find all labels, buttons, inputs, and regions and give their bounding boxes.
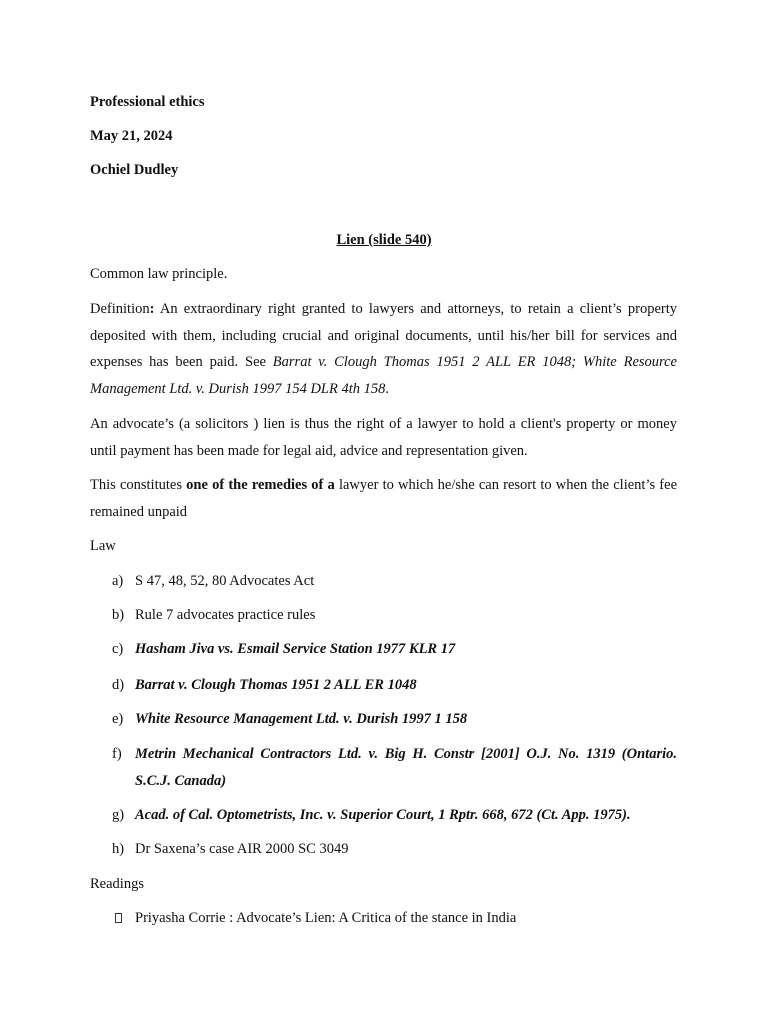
law-item-text: White Resource Management Ltd. v. Durish 1997 1 158 — [135, 711, 468, 727]
definition-citation: Barrat v. Clough Thomas 1951 2 ALL ER 1048; White Resource Management Ltd. v. Durish 1997 154 DLR 4th 158 — [90, 354, 677, 397]
remedy-paragraph — [90, 472, 677, 525]
law-item-marker: f) — [112, 746, 122, 762]
law-item-marker: c) — [112, 641, 124, 657]
law-item-marker: e) — [112, 711, 124, 727]
law-item-text: Barrat v. Clough Thomas 1951 2 ALL ER 1048 — [135, 677, 417, 693]
advocate-lien-paragraph: An advocate’s (a solicitors ) lien is thus the right of a lawyer to hold a client's property or money until payment has been made for legal aid, advice and representation given. — [90, 416, 677, 459]
remedy-after: lawyer to which he/she can resort to when the client’s fee remained unpaid — [90, 477, 678, 520]
law-item-text: Dr Saxena’s case AIR 2000 SC 3049 — [135, 841, 349, 857]
law-item-marker: d) — [112, 677, 125, 693]
law-item-marker: g) — [112, 807, 125, 823]
law-item-marker: a) — [112, 573, 124, 589]
definition-text: An extraordinary right granted to lawyers and attorneys, to retain a client’s property deposited with them, including crucial and original documents, until his/her bill for services and expenses has been paid. See — [90, 301, 677, 370]
definition-colon: : — [149, 301, 155, 317]
section-title: Lien (slide 540) — [336, 232, 432, 248]
course-name: Professional ethics — [90, 94, 205, 110]
law-item-text: Hasham Jiva vs. Esmail Service Station 1977 KLR 17 — [135, 641, 456, 657]
law-item-marker: b) — [112, 607, 125, 623]
definition-end: . — [385, 380, 389, 397]
intro-text: Common law principle. — [90, 266, 228, 282]
author-name: Ochiel Dudley — [90, 162, 179, 178]
missing-glyph-bullet-icon — [115, 913, 122, 923]
document-date: May 21, 2024 — [90, 128, 173, 144]
definition-label: Definition — [90, 301, 150, 317]
definition-paragraph — [90, 296, 677, 402]
law-item-text: Acad. of Cal. Optometrists, Inc. v. Superior Court, 1 Rptr. 668, 672 (Ct. App. 1975). — [135, 807, 631, 823]
reading-item-text: Priyasha Corrie : Advocate’s Lien: A Critica of the stance in India — [135, 910, 517, 926]
law-item-text: Metrin Mechanical Contractors Ltd. v. Big H. Constr [2001] O.J. No. 1319 (Ontario. S.C.J. Canada) — [135, 746, 677, 789]
law-item-text: S 47, 48, 52, 80 Advocates Act — [135, 573, 315, 589]
law-item-text: Rule 7 advocates practice rules — [135, 607, 316, 623]
law-heading: Law — [90, 538, 116, 554]
law-item-marker: h) — [112, 841, 125, 857]
remedy-bold: one of the remedies of a — [186, 477, 335, 493]
readings-heading: Readings — [90, 876, 144, 892]
remedy-before: This constitutes — [90, 477, 187, 493]
